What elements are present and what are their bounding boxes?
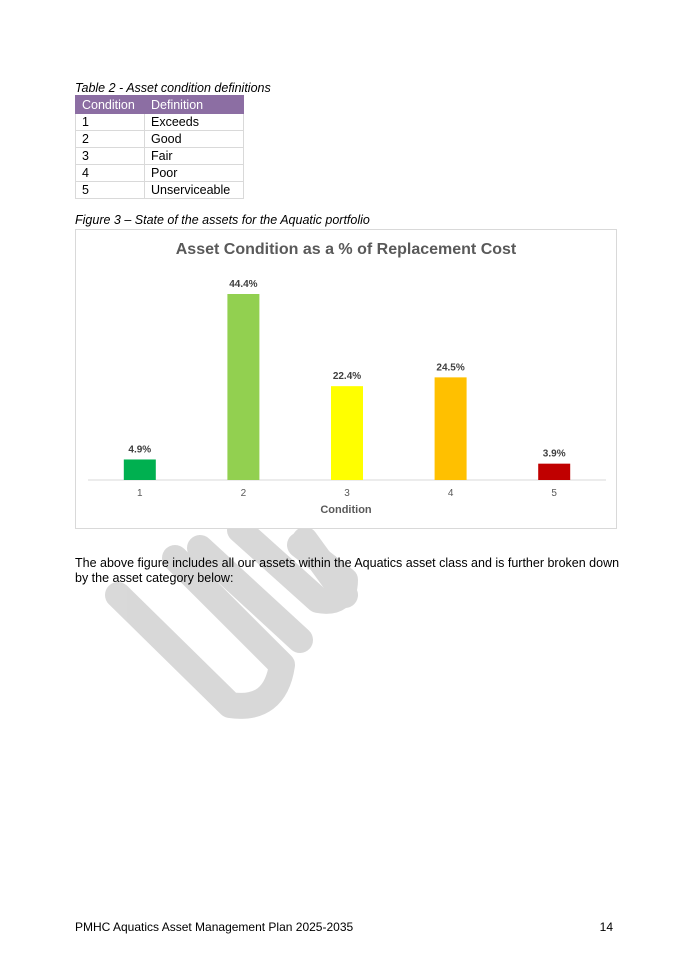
condition-cell: 2: [76, 131, 145, 148]
chart-title: Asset Condition as a % of Replacement Cost: [175, 241, 517, 258]
table-caption: Table 2 - Asset condition definitions: [75, 81, 271, 95]
x-tick-label: 2: [240, 488, 247, 499]
bar-condition-5: [538, 464, 570, 480]
data-label: 3.9%: [542, 448, 566, 460]
condition-cell: 1: [76, 114, 145, 131]
table-row: [76, 182, 244, 199]
x-tick-label: 5: [551, 488, 557, 499]
table-row: [76, 114, 244, 131]
condition-cell: 5: [76, 182, 145, 199]
bar-condition-1: [124, 459, 156, 480]
table-row: [76, 165, 244, 182]
footer-title: PMHC Aquatics Asset Management Plan 2025-2035: [75, 920, 354, 934]
body-paragraph: The above figure includes all our assets within the Aquatics asset class and is further broken down by the asset category below:: [75, 556, 620, 585]
x-tick-label: 4: [447, 488, 454, 499]
figure-caption: Figure 3 – State of the assets for the Aquatic portfolio: [75, 213, 370, 227]
data-label: 22.4%: [332, 371, 362, 383]
column-header-condition: Condition: [76, 96, 145, 114]
bar-condition-3: [331, 386, 363, 480]
bar-condition-2: [227, 294, 259, 480]
asset-condition-chart: [75, 229, 617, 529]
data-label: 24.5%: [436, 362, 465, 374]
page-number: 14: [599, 920, 613, 934]
table-header-row: [76, 96, 244, 114]
definition-cell: Exceeds: [145, 114, 244, 131]
data-label: 44.4%: [229, 279, 258, 290]
table-row: [76, 148, 244, 165]
condition-definitions-table: [75, 95, 244, 199]
column-header-definition: Definition: [145, 96, 244, 114]
definition-cell: Unserviceable: [145, 182, 244, 199]
bar-condition-4: [435, 377, 467, 480]
condition-cell: 3: [76, 148, 145, 165]
x-tick-label: 1: [137, 488, 143, 499]
condition-cell: 4: [76, 165, 145, 182]
definition-cell: Poor: [145, 165, 244, 182]
chart-canvas: [76, 230, 616, 528]
x-axis-label: Condition: [320, 504, 372, 516]
data-label: 4.9%: [128, 444, 152, 456]
bar-series: [124, 279, 570, 499]
definition-cell: Good: [145, 131, 244, 148]
x-tick-label: 3: [344, 488, 350, 499]
definition-cell: Fair: [145, 148, 244, 165]
table-row: [76, 131, 244, 148]
